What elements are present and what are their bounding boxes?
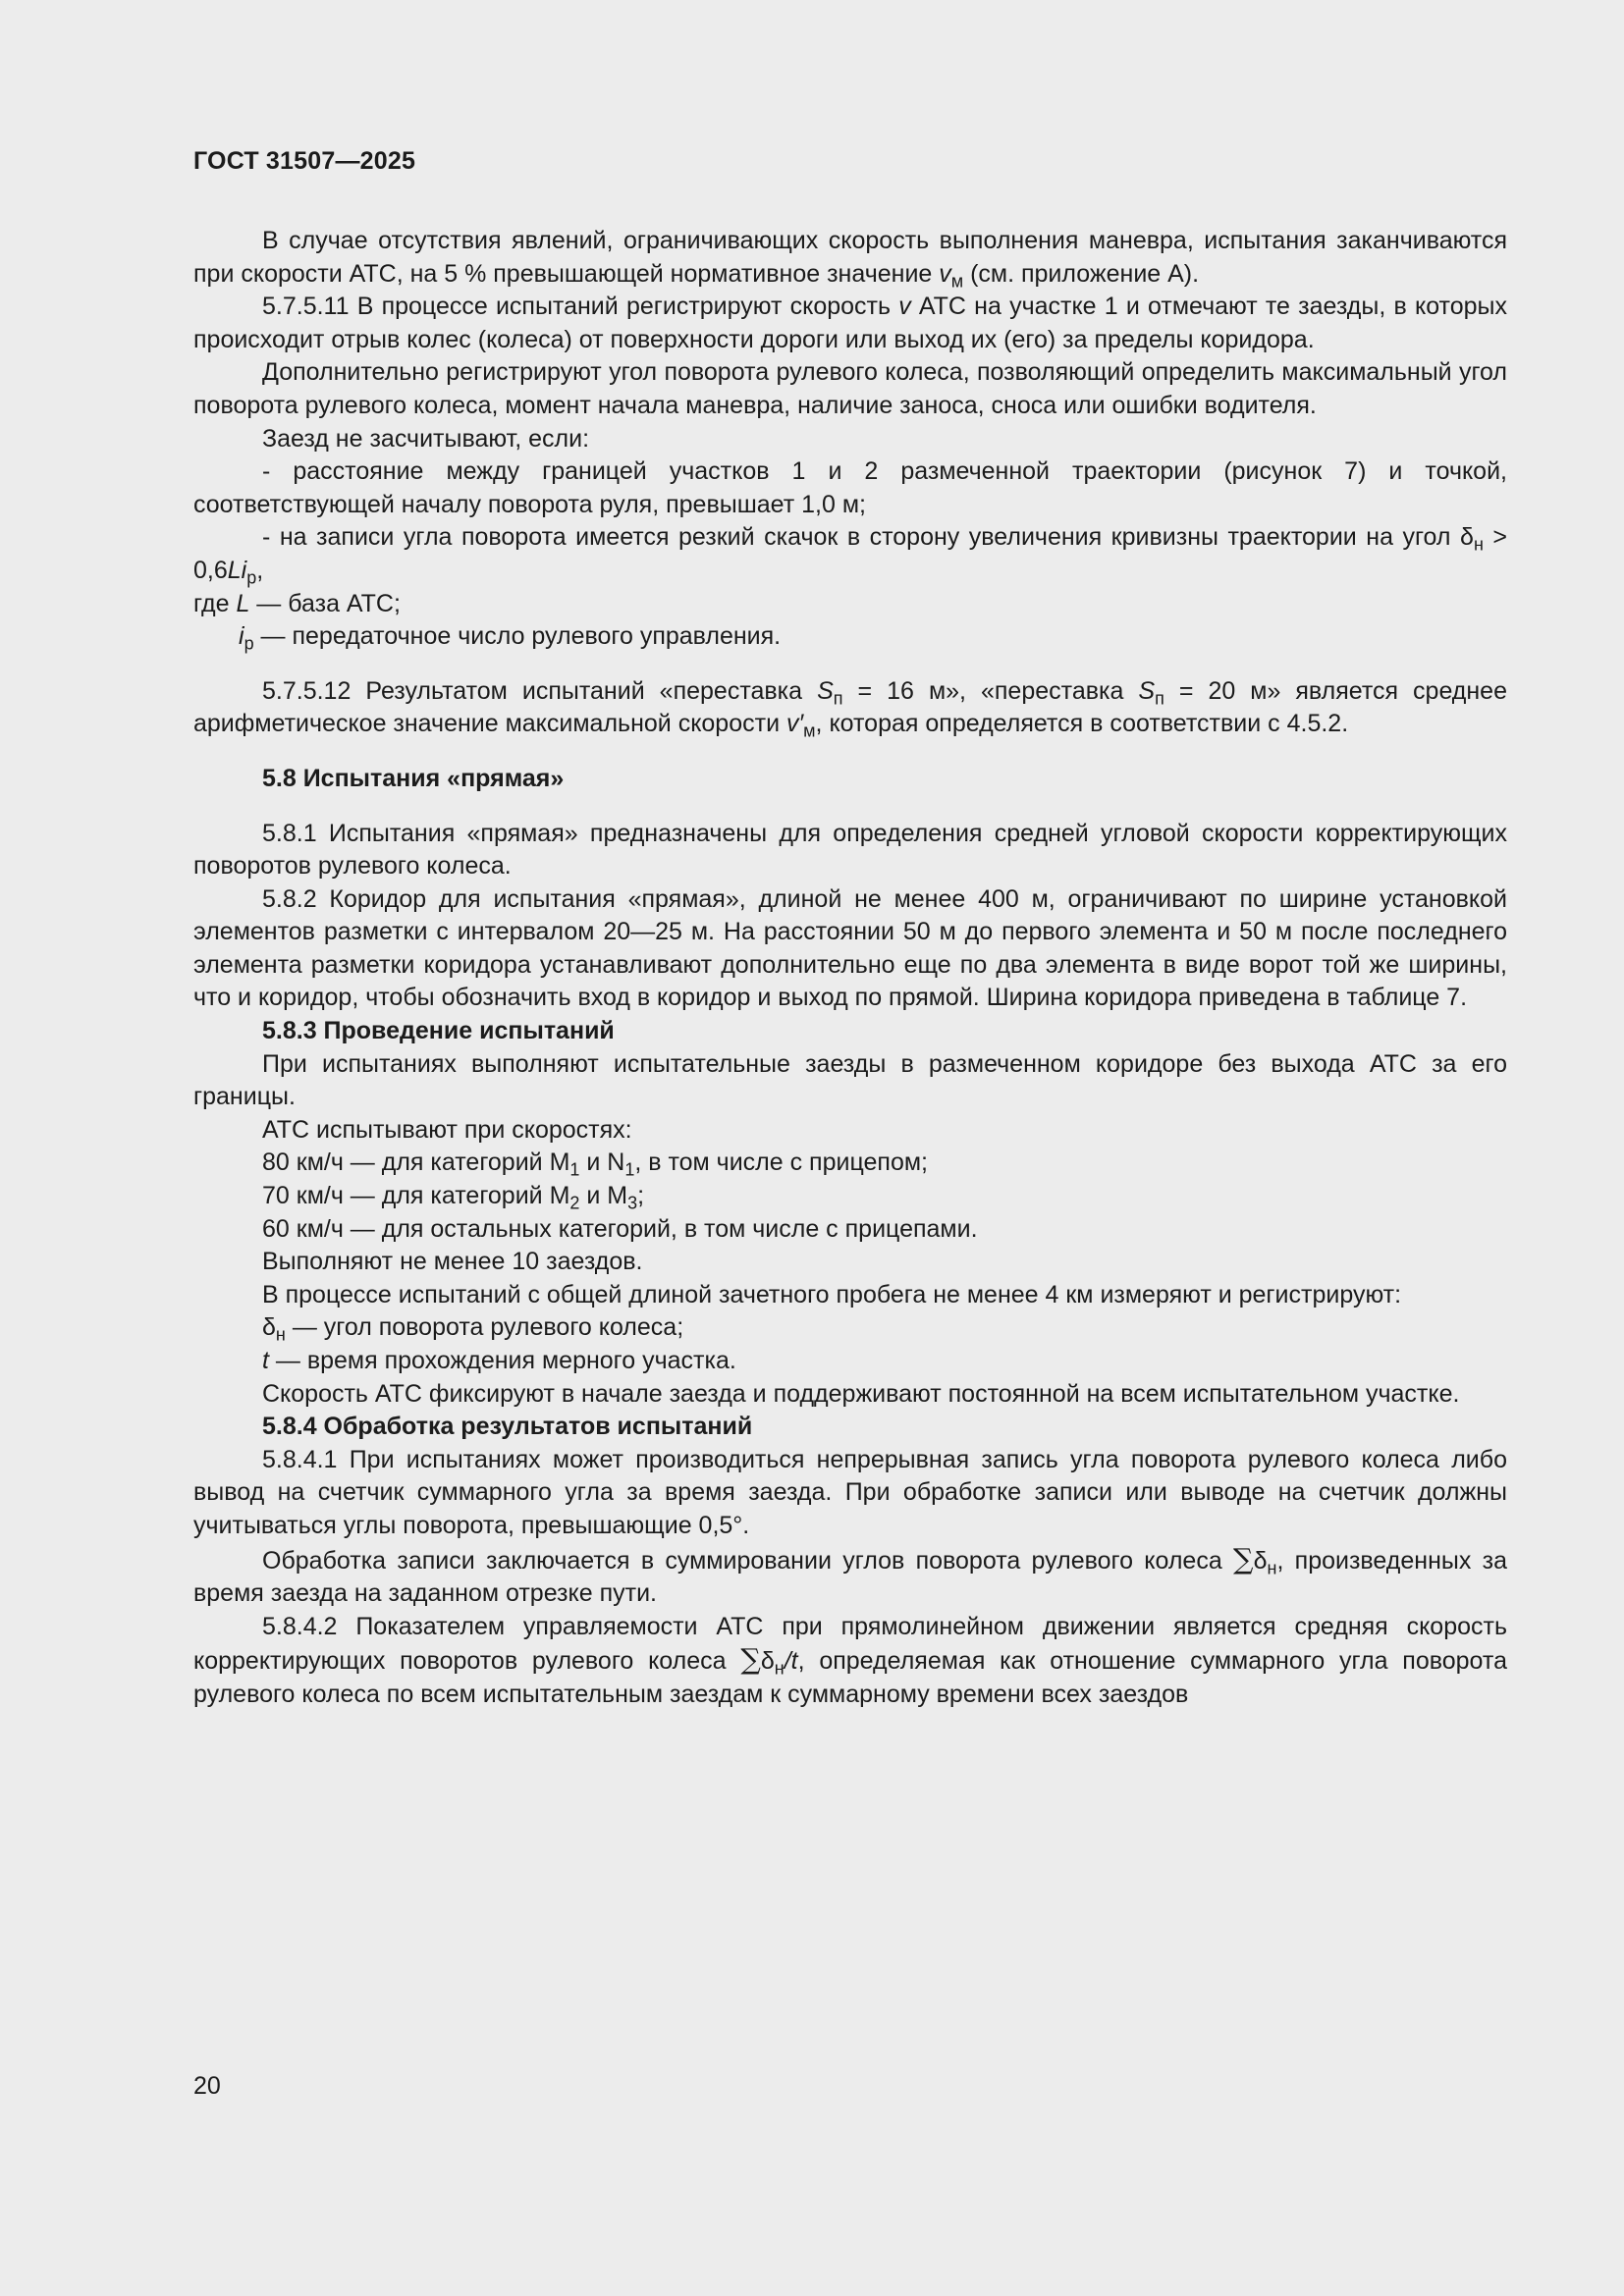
- paragraph: Обработка записи заключается в суммировании углов поворота рулевого колеса $\sum\delta_н$, произведенных за время заезда на заданном отрезке пути.: [193, 1541, 1508, 1608]
- document-header: ГОСТ 31507—2025: [193, 147, 416, 175]
- list-item: 80 км/ч — для категорий $M_1$ и $N_1$, в том числе с прицепом;: [262, 1148, 928, 1180]
- paragraph: 5.8.4.1 При испытаниях может производиться непрерывная запись угла поворота рулевого колеса либо вывод на счетчик суммарного угла за время заезда. При обработке записи или выводе на счетчик должны учитываться углы поворота, превышающие 0,5°.: [193, 1445, 1507, 1539]
- section-heading: 5.8.4 Обработка результатов испытаний: [262, 1413, 753, 1441]
- paragraph: 5.8.1 Испытания «прямая» предназначены для определения средней угловой скорости корректирующих поворотов рулевого колеса.: [193, 819, 1507, 881]
- paragraph: При испытаниях выполняют испытательные заезды в размеченном коридоре без выхода АТС за его границы.: [193, 1049, 1507, 1111]
- document-body: [193, 225, 1507, 1712]
- paragraph: Дополнительно регистрируют угол поворота рулевого колеса, позволяющий определить максимальный угол поворота рулевого колеса, момент начала маневра, наличие заноса, сноса или ошибки водителя.: [193, 358, 1507, 419]
- paragraph: 5.8.4.2 Показателем управляемости АТС при прямолинейном движении является средняя скорость корректирующих поворотов рулевого колеса $\sum\delta_н/t$, определяемая как отношение суммарного угла поворота рулевого колеса по всем испытательным заездам к суммарному времени всех заездов: [193, 1612, 1507, 1708]
- paragraph: В процессе испытаний с общей длиной зачетного пробега не менее 4 км измеряют и регистрируют:: [262, 1280, 1402, 1308]
- list-item: 70 км/ч — для категорий $M_2$ и $M_3$;: [262, 1182, 645, 1213]
- definition: где L — база АТС;: [193, 589, 401, 617]
- paragraph: В случае отсутствия явлений, ограничивающих скорость выполнения маневра, испытания заканчиваются при скорости АТС, на 5 % превышающей нормативное значение $v_м$ (см. приложение А).: [193, 227, 1507, 291]
- paragraph: Скорость АТС фиксируют в начале заезда и поддерживают постоянной на всем испытательном участке.: [262, 1379, 1460, 1408]
- page-number: 20: [193, 2072, 221, 2100]
- definition: $i_р$ — передаточное число рулевого управления.: [239, 622, 782, 654]
- paragraph: 5.8.2 Коридор для испытания «прямая», длиной не менее 400 м, ограничивают по ширине установкой элементов разметки с интервалом 20—25 м. На расстоянии 50 м до первого элемента и 50 м после последнего элемента разметки коридора устанавливают дополнительно еще по два элемента в виде ворот той же ширины, что и коридор, чтобы обозначить вход в коридор и выход по прямой. Ширина коридора приведена в таблице 7.: [193, 884, 1507, 1012]
- definition: t — время прохождения мерного участка.: [262, 1347, 736, 1374]
- paragraph: 5.7.5.11 В процессе испытаний регистрируют скорость v АТС на участке 1 и отмечают те заезды, в которых происходит отрыв колес (колеса) от поверхности дороги или выход их (его) за пределы коридора.: [193, 293, 1507, 353]
- definition: $\delta_н$ — угол поворота рулевого колеса;: [262, 1313, 684, 1345]
- paragraph: Выполняют не менее 10 заездов.: [262, 1248, 643, 1276]
- section-heading: 5.8.3 Проведение испытаний: [262, 1017, 615, 1045]
- paragraph: АТС испытывают при скоростях:: [262, 1115, 632, 1144]
- list-item: - расстояние между границей участков 1 и 2 размеченной траектории (рисунок 7) и точкой, соответствующей началу поворота руля, превышает 1,0 м;: [193, 457, 1507, 518]
- list-item: 60 км/ч — для остальных категорий, в том числе с прицепами.: [262, 1214, 978, 1243]
- paragraph: Заезд не засчитывают, если:: [262, 424, 590, 453]
- paragraph: 5.7.5.12 Результатом испытаний «переставка $S_п = 16$ м», «переставка $S_п = 20$ м» является среднее арифметическое значение максимальной скорости $v'_м$, которая определяется в соответствии с 4.5.2.: [193, 676, 1507, 741]
- list-item: - на записи угла поворота имеется резкий скачок в сторону увеличения кривизны траектории на угол $\delta_н > 0,6Li_р$,: [193, 523, 1507, 588]
- section-heading: 5.8 Испытания «прямая»: [262, 764, 565, 792]
